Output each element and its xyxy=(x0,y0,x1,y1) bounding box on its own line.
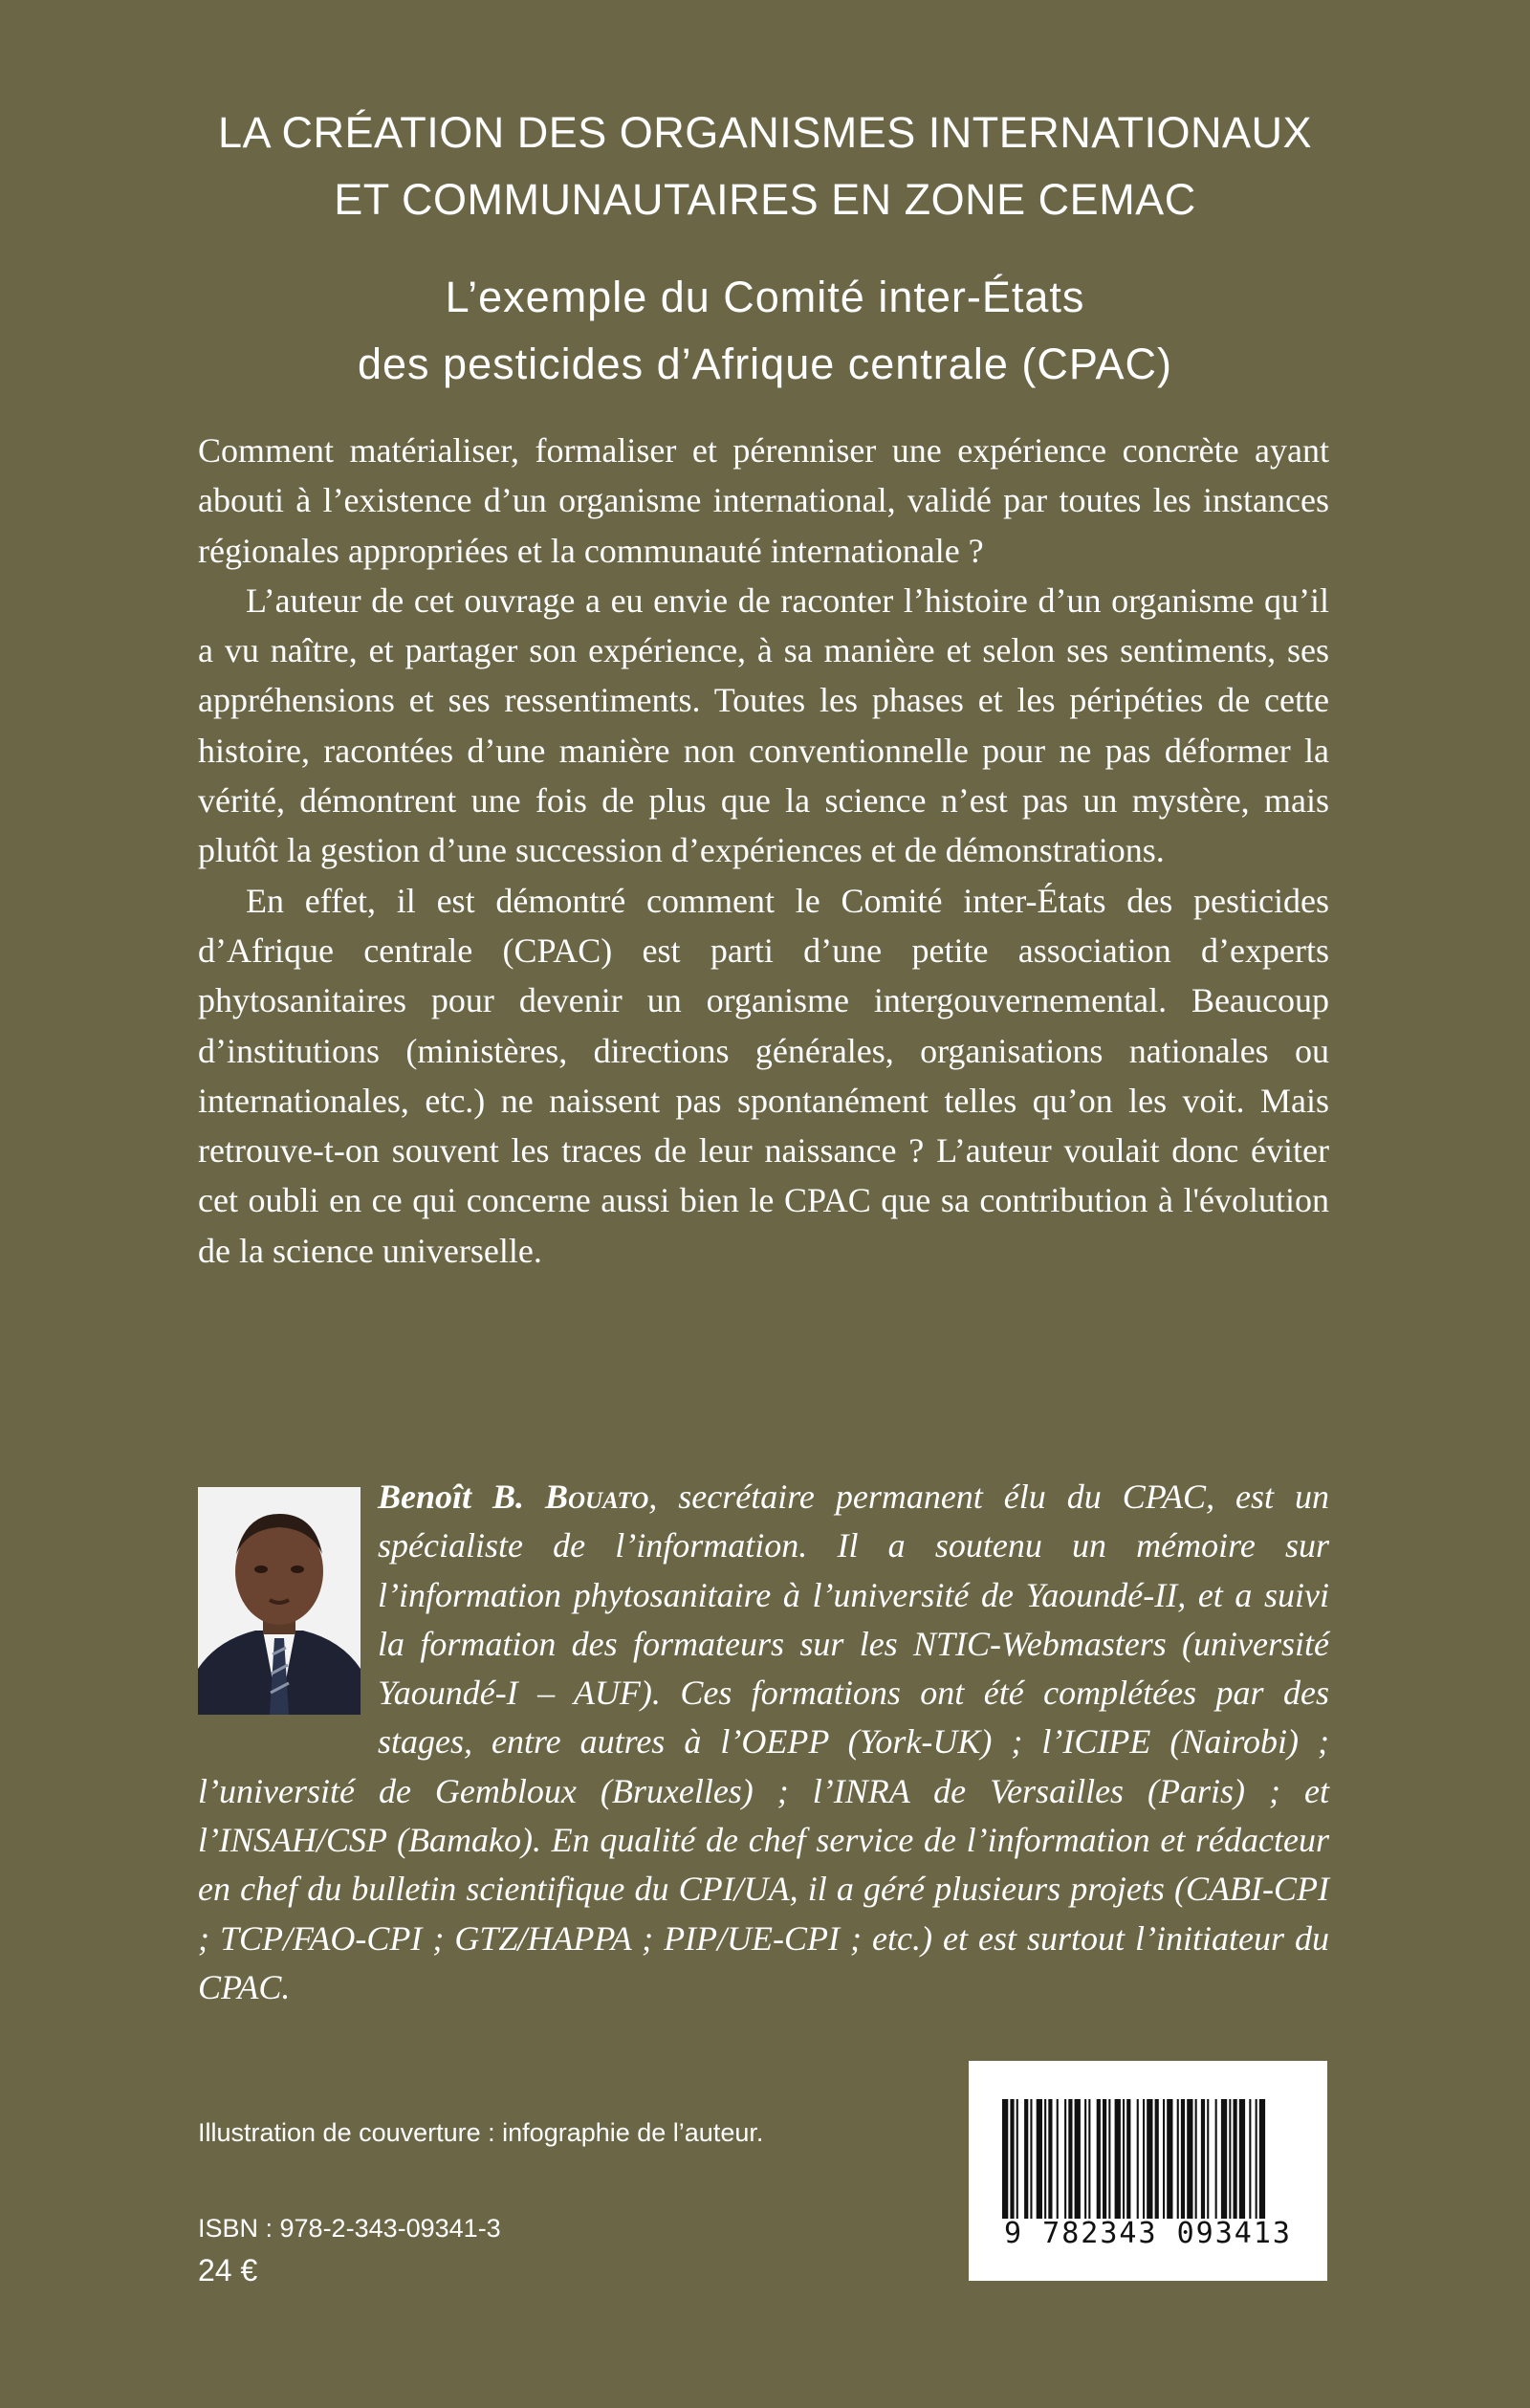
barcode-bar xyxy=(1108,2099,1110,2219)
barcode-bar xyxy=(1195,2099,1197,2219)
book-title xyxy=(96,99,1434,233)
barcode-bar xyxy=(1024,2099,1028,2219)
barcode-bar xyxy=(1068,2099,1072,2219)
barcode-bar xyxy=(1002,2099,1008,2219)
barcode-bar xyxy=(1155,2099,1159,2219)
blurb-paragraph-1: Comment matérialiser, formaliser et pérenniser une expérience concrète ayant abouti à l’existence d’un organisme international, validé par toutes les instances régionales appropriées et la communauté internationale ? xyxy=(198,431,1329,570)
barcode-bar xyxy=(1259,2099,1265,2219)
price: 24 € xyxy=(198,2253,258,2288)
title-line-1: LA CRÉATION DES ORGANISMES INTERNATIONAUX xyxy=(217,108,1312,157)
barcode-bar xyxy=(1201,2099,1205,2219)
barcode-bar xyxy=(1221,2099,1227,2219)
barcode-bar xyxy=(1084,2099,1086,2219)
barcode-bar xyxy=(1167,2099,1172,2219)
barcode-bar xyxy=(1097,2099,1101,2219)
author-last-name: Bouato xyxy=(544,1478,649,1516)
barcode xyxy=(969,2061,1327,2281)
barcode-bar xyxy=(1030,2099,1032,2219)
barcode-bar xyxy=(1126,2099,1130,2219)
blurb-paragraph-2: L’auteur de cet ouvrage a eu envie de raconter l’histoire d’un organisme qu’il a vu naître, et partager son expérience, à sa manière et selon ses sentiments, ses appréhensions et ses ressentiments. Toutes les phases et les péripéties de cette histoire, racontées d’une manière non conventionnelle pour ne pas déformer la vérité, démontrent une fois de plus que la science n’est pas un mystère, mais plutôt la gestion d’une succession d’expériences et de démonstrations. xyxy=(198,580,1329,870)
barcode-bar xyxy=(1163,2099,1165,2219)
barcode-digits: 9 782343 093413 xyxy=(1004,2217,1292,2250)
isbn: ISBN : 978-2-343-09341-3 xyxy=(198,2214,501,2243)
author-first-name: Benoît B. xyxy=(378,1478,524,1516)
barcode-bar xyxy=(1215,2099,1217,2219)
author-bio xyxy=(198,1473,1329,2012)
title-line-2: ET COMMUNAUTAIRES EN ZONE CEMAC xyxy=(334,175,1196,224)
barcode-bar xyxy=(1181,2099,1185,2219)
barcode-bar xyxy=(1187,2099,1192,2219)
barcode-bar xyxy=(1177,2099,1179,2219)
barcode-bar xyxy=(1057,2099,1059,2219)
barcode-bar xyxy=(1016,2099,1018,2219)
barcode-bar xyxy=(1044,2099,1046,2219)
barcode-bar xyxy=(1229,2099,1231,2219)
barcode-bar xyxy=(1115,2099,1121,2219)
barcode-bar xyxy=(1123,2099,1125,2219)
barcode-bar xyxy=(1137,2099,1139,2219)
photo-spacer xyxy=(198,1473,378,1719)
illustration-credit: Illustration de couverture : infographie de l’auteur. xyxy=(198,2118,764,2147)
blurb xyxy=(198,426,1329,1276)
barcode-bar xyxy=(1037,2099,1042,2219)
barcode-bar xyxy=(1075,2099,1081,2219)
barcode-bar xyxy=(1249,2099,1251,2219)
barcode-bar xyxy=(1048,2099,1052,2219)
barcode-bar xyxy=(1234,2099,1237,2219)
barcode-bars xyxy=(1002,2099,1294,2219)
book-subtitle xyxy=(96,264,1434,398)
barcode-bar xyxy=(1064,2099,1066,2219)
barcode-bar xyxy=(1010,2099,1014,2219)
subtitle-line-1: L’exemple du Comité inter-États xyxy=(445,273,1085,321)
barcode-bar xyxy=(1103,2099,1106,2219)
barcode-bar xyxy=(1207,2099,1209,2219)
barcode-bar xyxy=(1143,2099,1145,2219)
barcode-bar xyxy=(1088,2099,1090,2219)
blurb-paragraph-3: En effet, il est démontré comment le Comité inter-États des pesticides d’Afrique centrale (CPAC) est parti d’une petite association d’experts phytosanitaires pour devenir un organisme intergouvernemental. Beaucoup d’institutions (ministères, directions générales, organisations nationales ou internationales, etc.) ne naissent pas spontanément telles qu’on les voit. Mais retrouve-t-on souvent les traces de leur naissance ? L’auteur voulait donc éviter cet oubli en ce qui concerne aussi bien le CPAC que sa contribution à l'évolution de la science universelle. xyxy=(198,881,1329,1270)
subtitle-line-2: des pesticides d’Afrique centrale (CPAC) xyxy=(357,339,1173,388)
author-bio-text: , secrétaire permanent élu du CPAC, est un spécialiste de l’information. Il a soutenu un mémoire sur l’information phytosanitaire à l’université de Yaoundé-II, et a suivi la formation des formateurs sur les NTIC-Webmasters (université Yaoundé-I – AUF). Ces formations ont été complétées par des stages, entre autres à l’OEPP (York-UK) ; l’ICIPE (Nairobi) ; l’université de Gembloux (Bruxelles) ; l’INRA de Versailles (Paris) ; et l’INSAH/CSP (Bamako). En qualité de chef service de l’information et rédacteur en chef du bulletin scientifique du CPI/UA, il a géré plusieurs projets (CABI-CPI ; TCP/FAO-CPI ; GTZ/HAPPA ; PIP/UE-CPI ; etc.) et est surtout l’initiateur du CPAC. xyxy=(198,1478,1329,2006)
barcode-bar xyxy=(1256,2099,1257,2219)
barcode-bar xyxy=(1239,2099,1245,2219)
barcode-bar xyxy=(1147,2099,1152,2219)
